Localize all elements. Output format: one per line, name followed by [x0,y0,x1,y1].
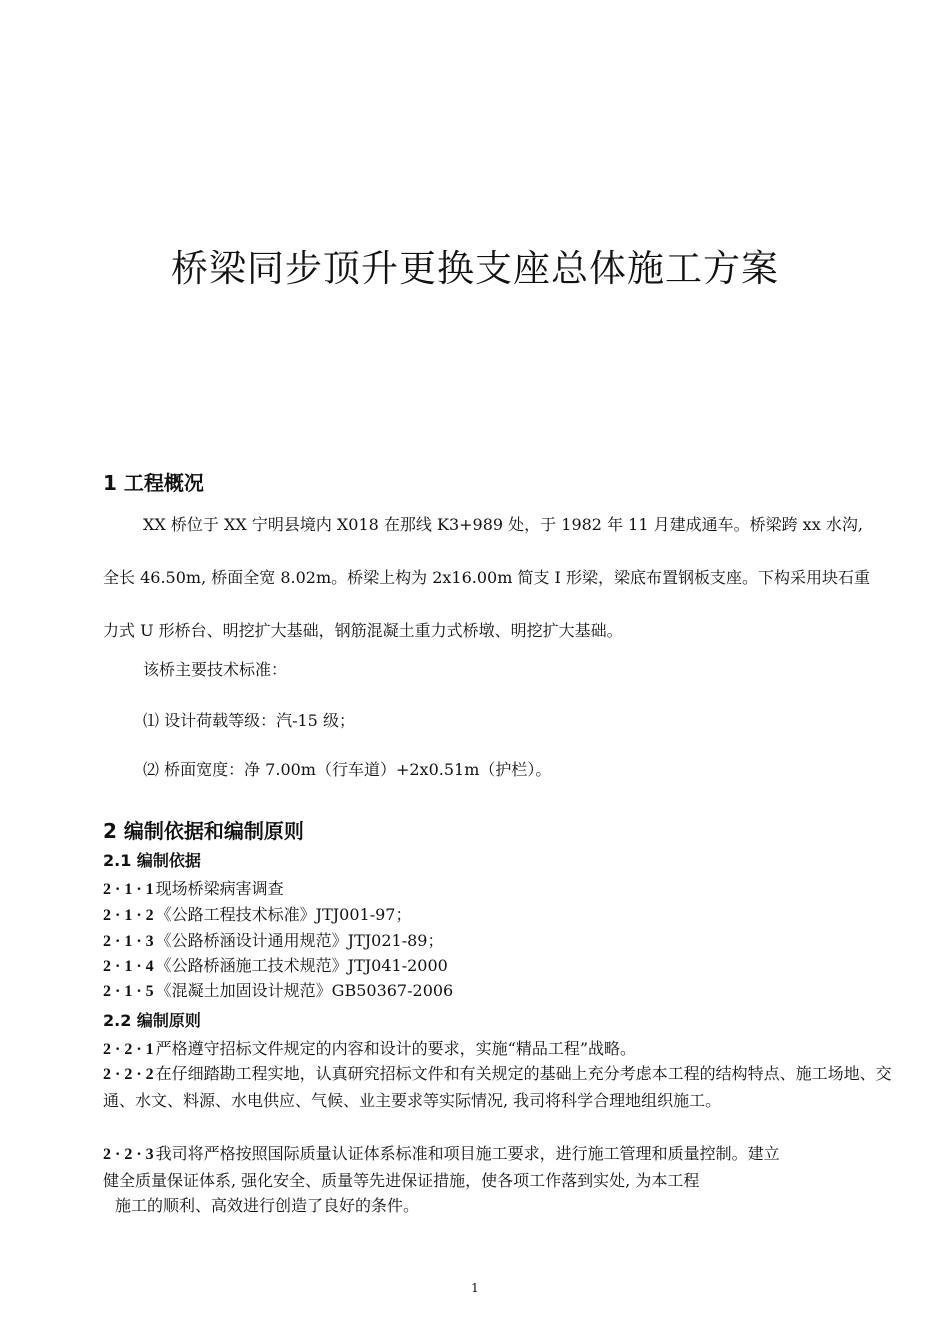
basis-item-text: 《混凝土加固设计规范》GB50367-2006 [155,981,454,1000]
document-title: 桥梁同步顶升更换支座总体施工方案 [171,247,779,290]
tech-standard-item-2: ⑵ 桥面宽度：净 7.00m（行车道）+2x0.51m（护栏）。 [143,760,552,779]
basis-item-text: 现场桥梁病害调查 [155,879,284,898]
basis-item [103,902,411,925]
tech-standard-intro: 该桥主要技术标准： [143,660,288,679]
basis-item-number: 2 · 1 · 1 [103,881,154,898]
tech-standard-item-1: ⑴ 设计荷载等级：汽-15 级； [143,711,355,730]
section-1-paragraph: XX 桥位于 XX 宁明县境内 X018 在那线 K3+989 处，于 1982 年 11 月建成通车。桥梁跨 xx 水沟, 全长 46.50m, 桥面全宽 8.02m。桥梁上构为 2x16.00m 简支 I 形梁，梁底布置钢板支座。下构采用块石重力式 U 形桥台、明挖扩大基础，钢筋混凝土重力式桥墩、明挖扩大基础。 [103,515,870,640]
principle-item-number: 2 · 2 · 2 [103,1066,154,1083]
principle-item [103,1036,893,1063]
principle-item-number: 2 · 2 · 3 [103,1146,154,1163]
subsection-2-2-heading: 2.2 编制原则 [103,1011,201,1030]
basis-item-text: 《公路桥涵施工技术规范》JTJ041-2000 [155,956,448,975]
principle-item [103,1141,783,1194]
section-2-heading: 2 编制依据和编制原则 [103,819,304,843]
basis-item [103,876,284,899]
basis-item-number: 2 · 1 · 4 [103,958,154,975]
basis-item [103,928,443,951]
basis-item-number: 2 · 1 · 3 [103,933,154,950]
principle-item-text: 在仔细踏勘工程实地，认真研究招标文件和有关规定的基础上充分考虑本工程的结构特点、施工场地、交通、水文、料源、水电供应、气候、业主要求等实际情况, 我司将科学合理地组织施工。 [103,1064,892,1110]
principle-item-number: 2 · 2 · 1 [103,1041,154,1058]
basis-item [103,978,453,1001]
basis-item-number: 2 · 1 · 2 [103,907,154,924]
basis-item-text: 《公路工程技术标准》JTJ001-97； [155,905,412,924]
basis-item-text: 《公路桥涵设计通用规范》JTJ021-89； [155,931,444,950]
principle-item-text: 严格遵守招标文件规定的内容和设计的要求，实施“精品工程”战略。 [155,1039,637,1058]
principle-item-continuation [115,1193,905,1219]
basis-item-number: 2 · 1 · 5 [103,983,154,1000]
principle-item [103,1061,893,1114]
principle-item-text: 施工的顺利、高效进行创造了良好的条件。 [115,1196,420,1215]
subsection-2-1-heading: 2.1 编制依据 [103,851,201,870]
principle-item-text: 我司将严格按照国际质量认证体系标准和项目施工要求，进行施工管理和质量控制。建立健全质量保证体系, 强化安全、质量等先进保证措施，使各项工作落到实处, 为本工程 [103,1144,780,1190]
basis-item [103,953,448,976]
page-number: 1 [471,1281,479,1295]
section-1-heading: 1 工程概况 [103,471,204,495]
